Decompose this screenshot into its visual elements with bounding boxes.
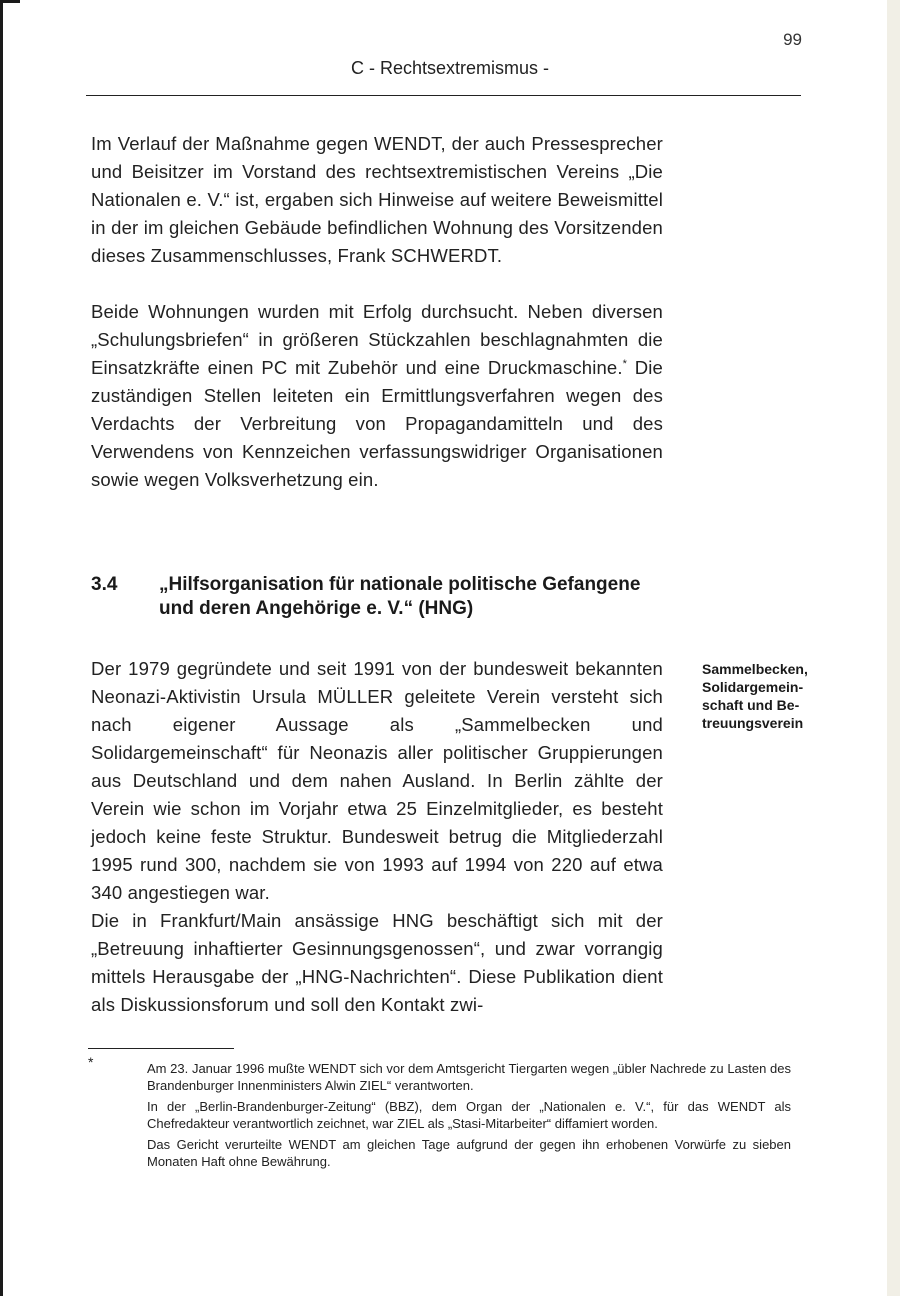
section-number: 3.4: [91, 574, 118, 595]
margin-note-line: Sammelbecken,: [702, 661, 808, 677]
footnote-reference[interactable]: *: [622, 357, 628, 370]
paragraph-text-part1: Beide Wohnungen wurden mit Erfolg durchsucht. Neben diversen „Schulungsbriefen“ in größeren Stückzahlen beschlagnahmten die Einsatzkräfte einen PC mit Zubehör und eine Druckmaschine.: [91, 301, 663, 378]
footnote-paragraph: Das Gericht verurteilte WENDT am gleichen Tage aufgrund der gegen ihn erhobenen Vorwürfe zu sieben Monaten Haft ohne Bewährung.: [147, 1137, 791, 1169]
scan-edge-left: [0, 0, 3, 1296]
footnotes: [147, 1060, 791, 1174]
margin-note-line: schaft und Be-: [702, 697, 800, 713]
running-head: C - Rechtsextremismus -: [350, 58, 550, 78]
section-paragraph-2: [91, 907, 663, 1019]
paragraph-text: [91, 298, 663, 494]
margin-note-line: Solidargemein-: [702, 679, 804, 695]
body-paragraph-2: [91, 298, 663, 494]
margin-note: [702, 660, 842, 732]
footnote-marker: *: [88, 1054, 94, 1070]
footnote-paragraph: In der „Berlin-Brandenburger-Zeitung“ (BBZ), dem Organ der „Nationalen e. V.“, für das WENDT als Chefredakteur verantwortlich zeichnet, war ZIEL als „Stasi-Mitarbeiter“ diffamiert worden.: [147, 1099, 791, 1131]
paragraph-text: Im Verlauf der Maßnahme gegen WENDT, der auch Pressesprecher und Beisitzer im Vorstand des rechtsextremistischen Vereins „Die Nationalen e. V.“ ist, ergaben sich Hinweise auf weitere Beweismittel in der im gleichen Gebäude befindlichen Wohnung des Vorsitzenden dieses Zusammenschlusses, Frank SCHWERDT.: [91, 133, 663, 266]
margin-note-line: treuungsverein: [702, 715, 804, 731]
header-rule: [86, 95, 801, 96]
scan-edge-right: [887, 0, 900, 1296]
footnote-rule: [88, 1048, 234, 1049]
page-number: 99: [783, 30, 802, 49]
paragraph-text-part2: Die zuständigen Stellen leiteten ein Ermittlungsverfahren wegen des Verdachts der Verbreitung von Propagandamitteln und des Verwendens von Kennzeichen verfassungswidriger Organisationen sowie wegen Volksverhetzung ein.: [91, 357, 663, 490]
body-paragraph-1: [91, 130, 663, 270]
paragraph-text: Der 1979 gegründete und seit 1991 von der bundesweit bekannten Neonazi-Aktivistin Ursula MÜLLER geleitete Verein versteht sich nach eigener Aussage als „Sammelbecken und Solidargemeinschaft“ für Neonazis aller politischer Gruppierungen aus Deutschland und dem nahen Ausland. In Berlin zählte der Verein wie schon im Vorjahr etwa 25 Einzelmitglieder, es besteht jedoch keine feste Struktur. Bundesweit betrug die Mitgliederzahl 1995 rund 300, nachdem sie von 1993 auf 1994 von 220 auf etwa 340 angestiegen war.: [91, 658, 663, 903]
paragraph-text: Die in Frankfurt/Main ansässige HNG beschäftigt sich mit der „Betreuung inhaftierter Gesinnungsgenossen“, und zwar vorrangig mittels Herausgabe der „HNG-Nachrichten“. Diese Publikation dient als Diskussionsforum und soll den Kontakt zwi-: [91, 910, 663, 1015]
section-title: „Hilfsorganisation für nationale politische Gefangene und deren Angehörige e. V.“ (HNG): [159, 574, 641, 619]
footnote-paragraph: Am 23. Januar 1996 mußte WENDT sich vor dem Amtsgericht Tiergarten wegen „übler Nachrede zu Lasten des Brandenburger Innenministers Alwin ZIEL“ verantworten.: [147, 1061, 791, 1093]
scan-edge-corner: [0, 0, 20, 3]
section-paragraph-1: [91, 655, 663, 907]
